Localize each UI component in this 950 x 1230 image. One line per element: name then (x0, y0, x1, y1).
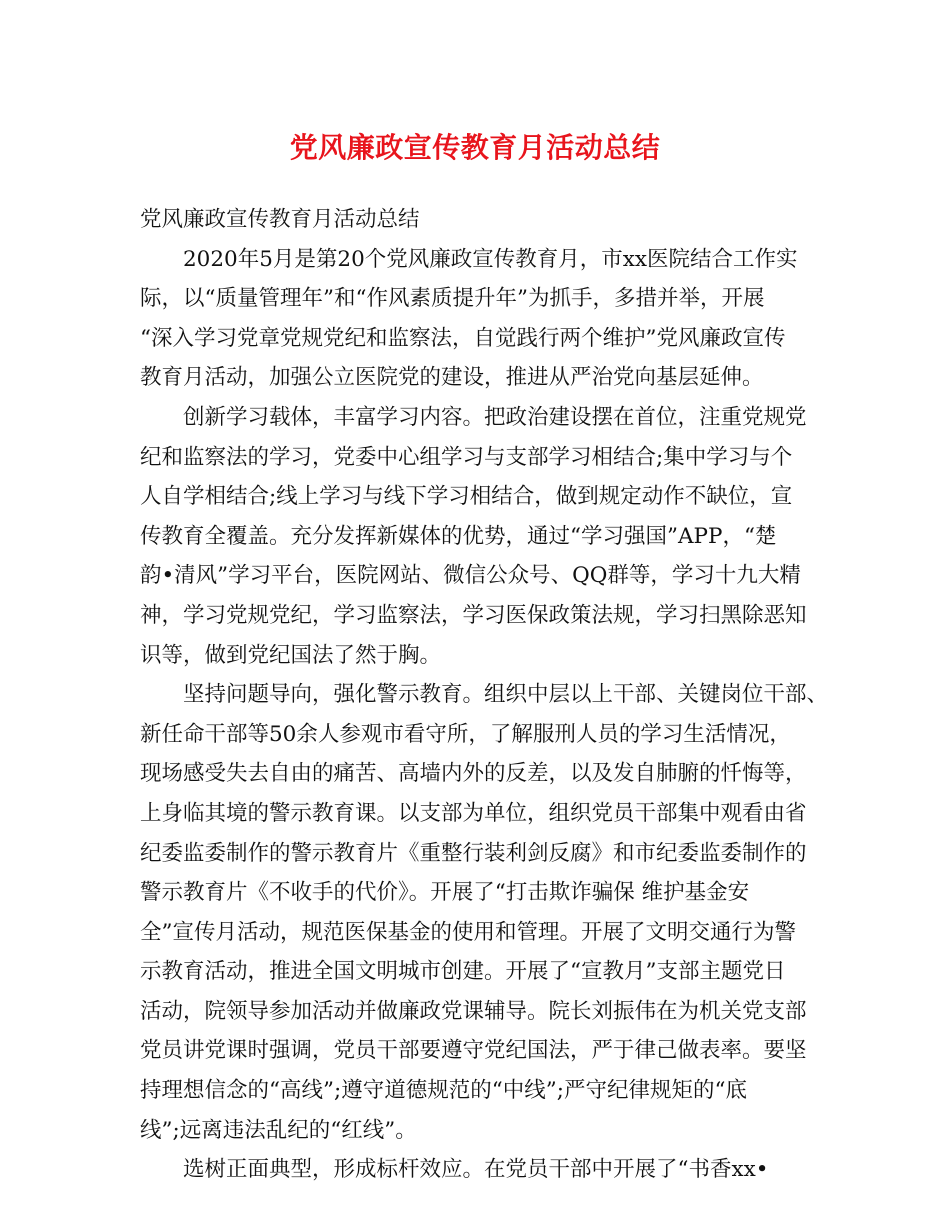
body-line: 线”;远离违法乱纪的“红线”。 (140, 1117, 417, 1143)
body-line: 纪委监委制作的警示教育片《重整行装利剑反腐》和市纪委监委制作的 (140, 840, 807, 866)
body-line: 全”宣传月活动，规范医保基金的使用和管理。开展了文明交通行为警 (140, 919, 796, 945)
body-line: 持理想信念的“高线”;遵守道德规范的“中线”;严守纪律规矩的“底 (140, 1078, 747, 1104)
body-line: 党风廉政宣传教育月活动总结 (140, 207, 420, 232)
body-line: 创新学习载体，丰富学习内容。把政治建设摆在首位，注重党规党 (183, 404, 807, 430)
body-line: 活动，院领导参加活动并做廉政党课辅导。院长刘振伟在为机关党支部 (140, 998, 807, 1024)
body-line: 2020年5月是第20个党风廉政宣传教育月，市xx医院结合工作实 (183, 246, 798, 272)
body-line: 韵•清风”学习平台，医院网站、微信公众号、QQ群等，学习十九大精 (140, 563, 801, 589)
body-line: 际，以“质量管理年”和“作风素质提升年”为抓手，多措并举，开展 (140, 286, 765, 312)
body-line: 示教育活动，推进全国文明城市创建。开展了“宣教月”支部主题党日 (140, 959, 786, 985)
document-title: 党风廉政宣传教育月活动总结 (289, 131, 661, 164)
body-line: 上身临其境的警示教育课。以支部为单位，组织党员干部集中观看由省 (140, 800, 807, 826)
body-line: 选树正面典型，形成标杆效应。在党员干部中开展了“书香xx• (183, 1157, 769, 1183)
body-line: 教育月活动，加强公立医院党的建设，推进从严治党向基层延伸。 (140, 365, 764, 391)
document-body (140, 200, 829, 1190)
body-line: 坚持问题导向，强化警示教育。组织中层以上干部、关键岗位干部、 (183, 682, 829, 708)
body-line: 警示教育片《不收手的代价》。开展了“打击欺诈骗保 维护基金安 (140, 880, 750, 906)
body-line: 神，学习党规党纪，学习监察法，学习医保政策法规，学习扫黑除恶知 (140, 602, 807, 628)
body-line: 现场感受失去自由的痛苦、高墙内外的反差，以及发自肺腑的忏悔等， (140, 761, 807, 787)
body-line: 传教育全覆盖。充分发挥新媒体的优势，通过“学习强国”APP，“楚 (140, 523, 777, 549)
body-line: 人自学相结合;线上学习与线下学习相结合，做到规定动作不缺位，宣 (140, 484, 793, 510)
body-line: “深入学习党章党规党纪和监察法，自觉践行两个维护”党风廉政宣传 (140, 325, 786, 351)
body-line: 纪和监察法的学习，党委中心组学习与支部学习相结合;集中学习与个 (140, 444, 793, 470)
body-line: 识等，做到党纪国法了然于胸。 (140, 642, 442, 668)
body-line: 新任命干部等50余人参观市看守所，了解服刑人员的学习生活情况， (140, 721, 791, 747)
body-line: 党员讲党课时强调，党员干部要遵守党纪国法，严于律己做表率。要坚 (140, 1038, 807, 1064)
